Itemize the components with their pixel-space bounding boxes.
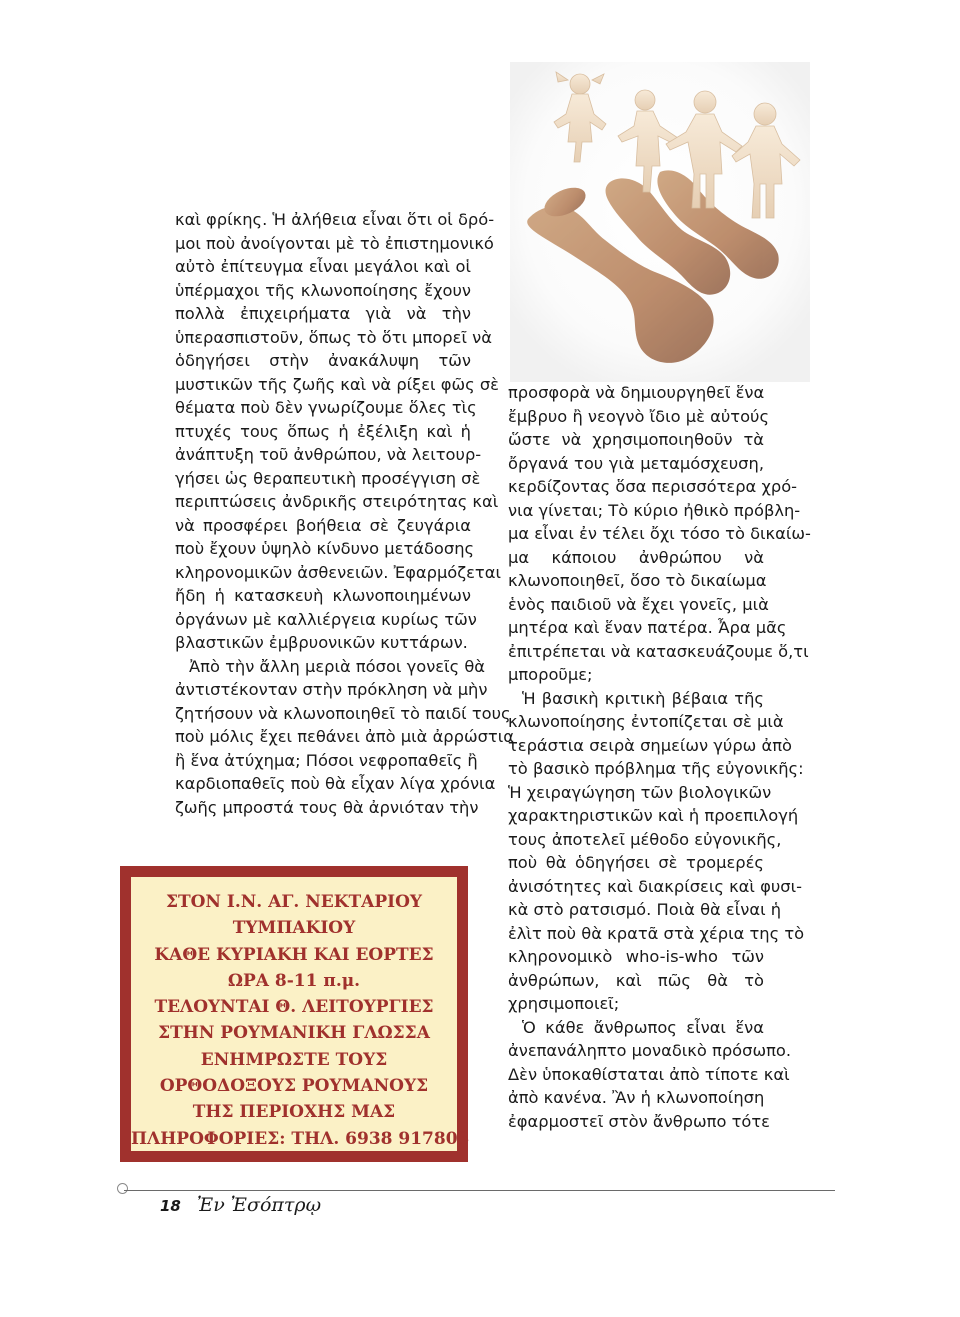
text-line: κληρονομικῶν ἀσθενειῶν. Ἐφαρμόζεται <box>175 562 501 582</box>
text-line: πολλὰ ἐπιχειρήματα γιὰ νὰ τὴν <box>175 304 471 323</box>
text-line: κὰ στὸ ρατσισμό. Ποιὰ θὰ εἶναι ἡ <box>508 900 782 919</box>
left-column <box>175 208 514 819</box>
text-line: ἀνισότητες καὶ διακρίσεις καὶ φυσι- <box>508 876 802 896</box>
text-line: γήσει ὡς θεραπευτικὴ προσέγγιση σὲ <box>175 468 481 488</box>
notice-line: ΕΝΗΜΡΩΣΤΕ ΤΟΥΣ <box>200 1049 388 1070</box>
text-line: ὑπερασπιστοῦν, ὅπως τὸ ὅτι μπορεῖ νὰ <box>175 327 492 347</box>
notice-text <box>131 889 470 1152</box>
text-line: ἀνεπανάληπτο μοναδικὸ πρόσωπο. <box>508 1041 792 1060</box>
text-line: βλαστικῶν ἐμβρυονικῶν κυττάρων. <box>175 633 468 652</box>
page-number: 18 <box>160 1197 181 1215</box>
text-line: ἢ ἕνα ἀτύχημα; Πόσοι νεφροπαθεῖς ἢ <box>175 750 478 770</box>
text-line: περιπτώσεις ἀνδρικῆς στειρότητας καὶ <box>175 492 499 511</box>
notice-line: ΣΤΗΝ ΡΟΥΜΑΝΙΚΗ ΓΛΩΣΣΑ <box>158 1023 430 1044</box>
text-line: ποὺ μόλις ἔχει πεθάνει ἀπὸ μιὰ ἀρρώστια <box>175 727 514 746</box>
text-line: ἀπὸ κανένα. Ἂν ἡ κλωνοποίηση <box>508 1088 765 1107</box>
text-line: ζητήσουν νὰ κλωνοποιηθεῖ τὸ παιδί τους <box>175 703 511 723</box>
text-line: ποὺ θὰ ὁδηγήσει σὲ τρομερές <box>508 853 764 872</box>
text-line: ἐπιτρέπεται νὰ κατασκευάζουμε ὅ,τι <box>508 641 809 661</box>
text-line: ἀνάπτυξη τοῦ ἀνθρώπου, νὰ λειτουρ- <box>175 445 482 464</box>
text-line: θέματα ποὺ δὲν γνωρίζουμε ὅλες τὶς <box>175 398 477 417</box>
text-line: νια γίνεται; Τὸ κύριο ἠθικὸ πρόβλη- <box>508 500 801 520</box>
text-line: μοι ποὺ ἀνοίγονται μὲ τὸ ἐπιστημονικό <box>175 233 494 253</box>
text-line: ἤδη ἡ κατασκευὴ κλωνοποιημένων <box>175 586 471 605</box>
notice-line: ΟΡΘΟΔΟΞΟΥΣ ΡΟΥΜΑΝΟΥΣ <box>159 1076 429 1097</box>
text-line: πτυχές τους ὅπως ἡ ἐξέλιξη καὶ ἡ <box>175 421 471 441</box>
text-line: καρδιοπαθεῖς ποὺ θὰ εἶχαν λίγα χρόνια <box>175 774 496 793</box>
text-line: ὥστε νὰ χρησιμοποιηθοῦν τὰ <box>508 430 764 449</box>
text-line: κλωνοποίησης ἐντοπίζεται σὲ μιὰ <box>508 712 784 731</box>
notice-line: ΤΥΜΠΑΚΙΟΥ <box>232 918 356 939</box>
text-line: ὄργανά του γιὰ μεταμόσχευση, <box>508 453 764 473</box>
text-line: Ἡ βασικὴ κριτικὴ βέβαια τῆς <box>522 688 764 708</box>
text-line: ἀντιστέκονταν στὴν πρόκληση νὰ μὴν <box>175 680 488 699</box>
text-line: μυστικῶν τῆς ζωῆς καὶ νὰ ρίξει φῶς σὲ <box>175 374 499 394</box>
text-line: ὑπέρμαχοι τῆς κλωνοποίησης ἔχουν <box>175 280 471 300</box>
text-line: καὶ φρίκης. Ἡ ἀλήθεια εἶναι ὅτι οἱ δρό- <box>175 210 495 229</box>
text-line: μα εἶναι ἐν τέλει ὄχι τόσο τὸ δικαίω- <box>508 524 811 543</box>
paper-doll-family-icon <box>510 62 810 382</box>
text-line: ὀργάνων μὲ καλλιέργεια κυρίως τῶν <box>175 609 477 629</box>
notice-panel <box>131 877 470 1151</box>
notice-line: ΤΗΣ ΠΕΡΙΟΧΗΣ ΜΑΣ <box>192 1102 396 1123</box>
text-line: τεράστια σειρὰ σημείων γύρω ἀπὸ <box>508 735 792 755</box>
text-line: τὸ βασικὸ πρόβλημα τῆς εὐγονικῆς: <box>508 759 804 778</box>
footer-bullet <box>117 1183 128 1194</box>
text-line: κληρονομικὸ who-is-who τῶν <box>508 947 764 966</box>
text-line: ἑνὸς παιδιοῦ νὰ ἔχει γονεῖς, μιὰ <box>508 594 769 614</box>
magazine-title: Ἐν Ἐσόπτρῳ <box>197 1194 322 1216</box>
notice-line: ΣΤΟΝ Ι.Ν. ΑΓ. ΝΕΚΤΑΡΙΟΥ <box>165 892 423 912</box>
text-line: μητέρα καὶ ἕναν πατέρα. Ἆρα μᾶς <box>508 618 787 637</box>
text-line: χαρακτηριστικῶν καὶ ἡ προεπιλογή <box>508 806 799 825</box>
text-line: ἔμβρυο ἢ νεογνὸ ἴδιο μὲ αὐτούς <box>508 406 770 426</box>
text-line: ζωῆς μπροστά τους θὰ ἀρνιόταν τὴν <box>175 797 479 817</box>
text-line: ἐλὶτ ποὺ θὰ κρατᾶ στὰ χέρια της τὸ <box>508 923 805 943</box>
notice-line: ΚΑΘΕ ΚΥΡΙΑΚΗ ΚΑΙ ΕΟΡΤΕΣ <box>154 944 434 965</box>
text-line: τους ἀποτελεῖ μέθοδο εὐγονικῆς, <box>508 829 782 849</box>
text-line: ὁδηγήσει στὴν ἀνακάλυψη τῶν <box>175 351 471 370</box>
notice-line: ΠΛΗΡΟΦΟΡΙΕΣ: ΤΗΛ. 6938 917803 <box>131 1128 470 1149</box>
text-line: Δὲν ὑποκαθίσταται ἀπὸ τίποτε καὶ <box>508 1064 790 1084</box>
text-line: ἐφαρμοστεῖ στὸν ἄνθρωπο τότε <box>508 1111 770 1131</box>
text-line: προσφορὰ νὰ δημιουργηθεῖ ἕνα <box>508 383 765 402</box>
notice-line: ΤΕΛΟΥΝΤΑΙ Θ. ΛΕΙΤΟΥΡΓΙΕΣ <box>154 997 434 1018</box>
right-column <box>508 381 811 1133</box>
text-line: ποὺ ἔχουν ὑψηλὸ κίνδυνο μετάδοσης <box>175 539 475 558</box>
text-line: μα κάποιου ἀνθρώπου νὰ <box>508 547 764 567</box>
text-line: Ἀπὸ τὴν ἄλλη μεριὰ πόσοι γονεῖς θὰ <box>189 656 486 676</box>
notice-box <box>120 866 468 1162</box>
text-line: κλωνοποιηθεῖ, ὅσο τὸ δικαίωμα <box>508 571 767 590</box>
text-line: μποροῦμε; <box>508 665 593 684</box>
text-line: κερδίζοντας ὅσα περισσότερα χρό- <box>508 477 798 496</box>
text-line: ἀνθρώπων, καὶ πῶς θὰ τὸ <box>508 970 764 990</box>
text-line: χρησιμοποιεῖ; <box>508 994 620 1013</box>
text-line: αὐτὸ ἐπίτευγμα εἶναι μεγάλοι καὶ οἱ <box>175 257 471 276</box>
text-line: Ὁ κάθε ἄνθρωπος εἶναι ἕνα <box>522 1017 764 1037</box>
notice-line: ΩΡΑ 8-11 π.μ. <box>227 970 361 991</box>
text-line: νὰ προσφέρει βοήθεια σὲ ζευγάρια <box>175 515 471 535</box>
footer-rule <box>124 1190 835 1191</box>
text-line: Ἡ χειραγώγηση τῶν βιολογικῶν <box>508 782 772 802</box>
